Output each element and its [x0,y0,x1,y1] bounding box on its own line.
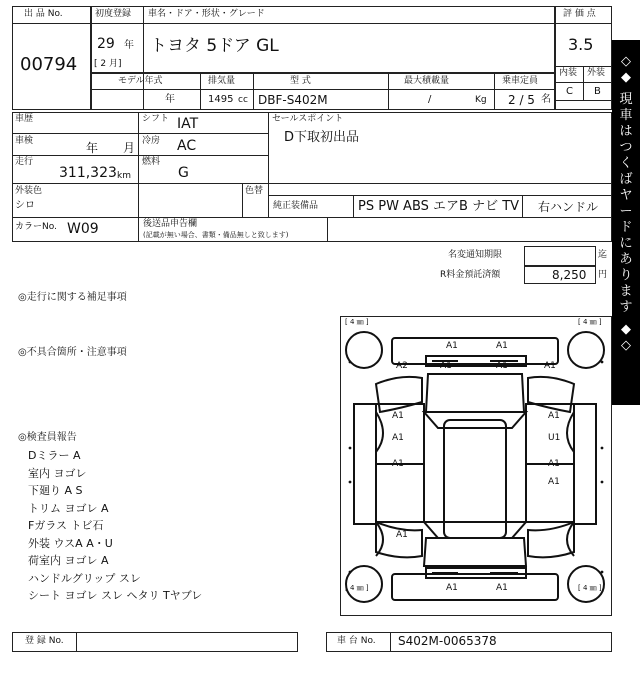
damage-mark: A1 [544,361,556,371]
ext-color-label: 外装色 [15,186,43,196]
damage-mark: A1 [392,459,404,469]
sidebar-char: ◇ [621,338,631,353]
lot-no: 00794 [20,54,78,75]
driving-note-label: ◎走行に関する補足事項 [18,292,127,303]
exterior-grade: B [594,86,601,97]
sidebar-char: り [619,268,633,283]
max-load-unit: Kg [475,95,487,105]
model-type: DBF-S402M [258,93,328,107]
lot-no-label: 出 品 No. [24,9,63,19]
displacement-label: 排気量 [208,76,236,86]
shift-label: シフト [142,114,170,124]
tire-label-rear-right: [ 4 ㎜ ] [578,584,602,592]
post-declaration-label: 後送品申告欄 [143,219,198,229]
chassis-label: 車 台 No. [337,636,376,646]
interior-label: 内装 [559,68,578,78]
score: 3.5 [568,35,594,54]
shift: IAT [177,116,199,132]
model-year-label: モデル年式 [118,76,163,86]
damage-mark: A1 [440,361,452,371]
inspector-line: 下廻り A S [28,484,83,497]
ext-color: シロ [15,200,35,211]
sidebar-char: ヤ [619,188,633,203]
sidebar-char: つ [619,140,633,155]
equipment-label: 純正装備品 [273,201,319,211]
first-reg-year: 29 [97,36,115,52]
sidebar-char: す [619,300,633,315]
inspector-line: 室内 ヨゴレ [28,466,87,480]
car-diagram-drawing [340,316,612,616]
tire-label-front-left: [ 4 ㎜ ] [345,318,369,326]
ac-label: 冷房 [142,136,161,146]
damage-mark: A1 [392,433,404,443]
fuel-label: 燃料 [142,157,161,167]
damage-mark: A1 [392,411,404,421]
inspector-line: 荷室内 ヨゴレ A [28,554,109,567]
damage-mark: A1 [548,477,560,487]
name-change-label: 名変通知期限 [448,250,503,260]
sidebar-notice [612,40,640,405]
damage-mark: U1 [548,433,561,443]
name-change-field [524,246,596,266]
sidebar-char: ー [619,204,633,219]
model-type-label: 型 式 [290,76,311,86]
damage-mark: A1 [496,341,508,351]
year-unit: 年 [124,40,134,51]
mileage-unit: km [117,171,131,181]
sidebar-char: く [619,156,633,171]
max-load: / [428,94,432,105]
exterior-label: 外装 [587,68,606,78]
damage-mark: A1 [548,459,560,469]
recycle-label: R料金預託済額 [440,270,501,280]
sidebar-char: あ [619,252,633,267]
inspector-label: ◎検査員報告 [18,432,77,443]
capacity: 2 / 5 [508,93,535,107]
inspector-line: Dミラー A [28,449,81,462]
damage-mark: A1 [548,411,560,421]
ac: AC [177,138,197,154]
vehicle-name-label: 車名・ドア・形状・グレード [148,9,265,19]
inspection-month-unit: 月 [123,141,136,155]
interior-grade: C [566,86,573,97]
model-year-unit: 年 [165,94,175,105]
damage-mark: A1 [496,583,508,593]
steering: 右ハンドル [538,200,599,214]
reg-no-label: 登 録 No. [25,636,64,646]
sidebar-char: ◆ [621,70,631,85]
first-reg-month: [ 2 月] [94,59,122,69]
recycle-unit: 円 [598,270,608,280]
displacement: 1495 [208,94,234,105]
damage-mark: A1 [396,530,408,540]
tire-label-front-right: [ 4 ㎜ ] [578,318,602,326]
chassis-no: S402M-0065378 [398,634,497,648]
inspector-line: シート ヨゴレ スレ ヘタリ Tヤブレ [28,589,203,602]
damage-mark: A1 [496,361,508,371]
sidebar-char: ば [619,172,633,187]
score-label: 評 価 点 [563,9,596,19]
max-load-label: 最大積載量 [404,76,450,86]
color-change-label: 色替 [245,186,264,196]
vehicle-name: トヨタ 5ドア GL [150,36,279,56]
first-reg-label: 初度登録 [95,9,132,19]
equipment: PS PW ABS エアB ナビ TV [358,199,520,214]
tire-label-rear-left: [ 4 ㎜ ] [345,584,369,592]
capacity-unit: 名 [541,94,551,105]
sales-point: D下取初出品 [284,130,360,145]
sidebar-char: 現 [619,92,633,107]
color-no: W09 [67,221,99,237]
mileage: 311,323 [59,165,117,181]
displacement-unit: cc [238,95,248,105]
inspection-year-unit: 年 [86,141,99,155]
color-no-label: カラーNo. [15,222,57,232]
mileage-label: 走行 [15,157,34,167]
recycle-amount: 8,250 [552,268,587,282]
inspector-line: ハンドルグリップ スレ [28,571,141,585]
damage-mark: A1 [446,583,458,593]
inspector-line: 外装 ウスA A・U [28,536,113,550]
sidebar-char: ま [619,284,633,299]
damage-mark: A2 [396,361,408,371]
inspector-line: トリム ヨゴレ A [28,501,109,515]
sidebar-char: は [619,124,633,139]
sales-point-label: セールスポイント [272,114,344,124]
sidebar-char: ◆ [621,322,631,337]
sidebar-char: ◇ [621,54,631,69]
capacity-label: 乗車定員 [502,76,539,86]
name-change-unit: 迄 [598,250,608,260]
damage-mark: A1 [446,341,458,351]
post-declaration-note: (記載が無い場合、書類・備品無しと致します) [143,231,289,239]
inspection-label: 車検 [15,136,34,146]
fuel: G [178,165,189,181]
defects-label: ◎不具合箇所・注意事項 [18,347,127,358]
inspector-line: Fガラス トビ石 [28,519,104,532]
sidebar-char: 車 [619,108,633,123]
sidebar-char: に [619,236,633,251]
sidebar-char: ド [619,220,633,235]
inspector-lines [28,447,202,605]
history-label: 車歴 [15,114,34,124]
